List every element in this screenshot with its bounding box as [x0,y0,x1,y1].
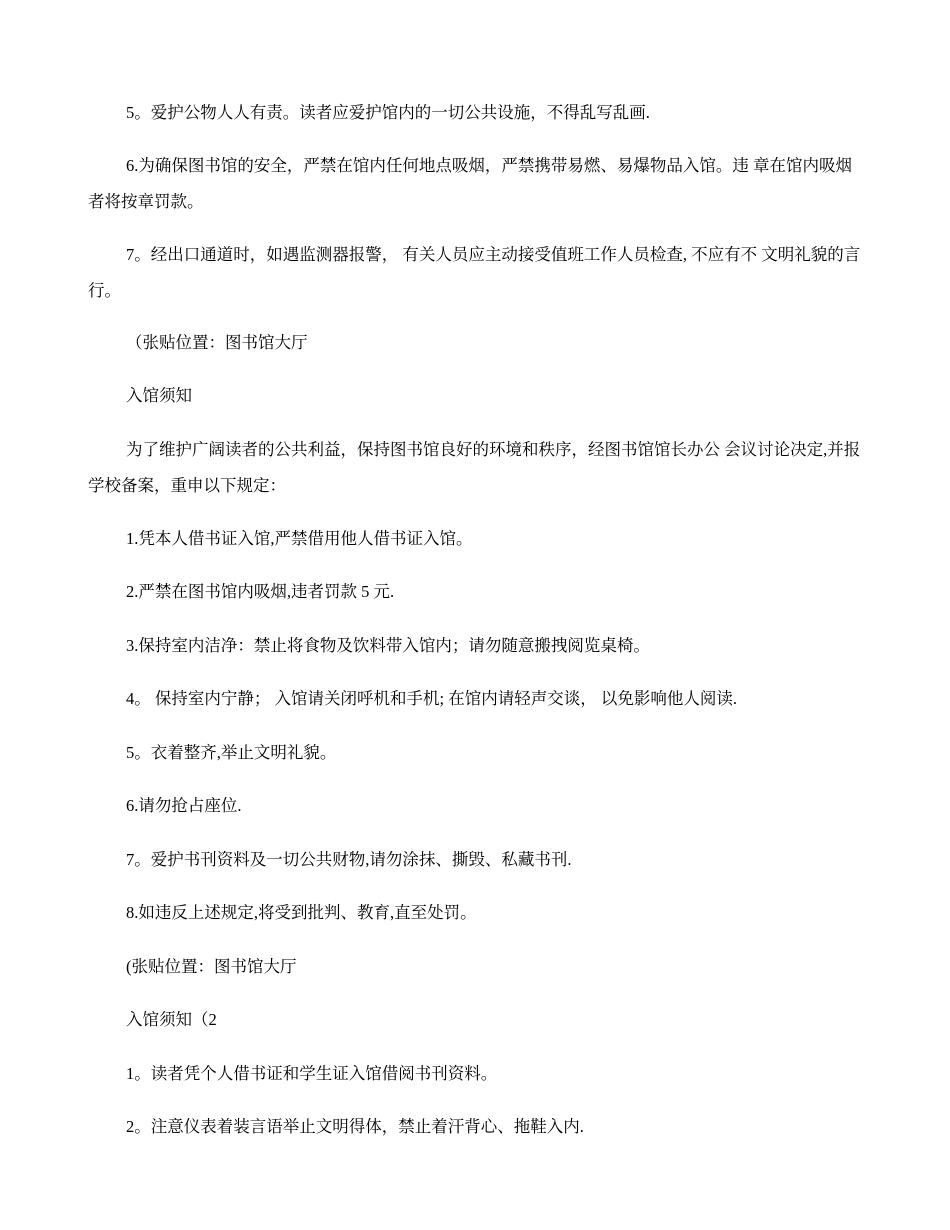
list-item-b1: 1。读者凭个人借书证和学生证入馆借阅书刊资料。 [126,1064,498,1083]
list-item-5: 5。衣着整齐,举止文明礼貌。 [126,743,337,762]
posting-location-note: （张贴位置：图书馆大厅 [126,333,308,352]
paragraph-rule-5: 5。爱护公物人人有责。读者应爱护馆内的一切公共设施，不得乱写乱画. [126,103,650,122]
list-item-8: 8.如违反上述规定,将受到批判、教育,直至处罚。 [126,903,477,922]
paragraph-rule-7: 7。经出口通道时，如遇监测器报警， 有关人员应主动接受值班工作人员检查, 不应有不 文明礼貌的言行。 [88,245,861,300]
list-item-2: 2.严禁在图书馆内吸烟,违者罚款 5 元. [126,582,395,601]
section-heading-entry-notice: 入馆须知 [126,386,192,405]
intro-paragraph: 为了维护广阔读者的公共利益，保持图书馆良好的环境和秩序，经图书馆馆长办公 会议讨论决定,并报学校备案，重申以下规定： [88,440,861,495]
list-item-3: 3.保持室内洁净：禁止将食物及饮料带入馆内；请勿随意搬拽阅览桌椅。 [126,636,650,655]
paragraph-rule-6: 6.为确保图书馆的安全，严禁在馆内任何地点吸烟，严禁携带易燃、易爆物品入馆。违 章在馆内吸烟者将按章罚款。 [88,156,852,211]
list-item-b2: 2。注意仪表着装言语举止文明得体，禁止着汗背心、拖鞋入内. [126,1117,584,1136]
list-item-4: 4。 保持室内宁静； 入馆请关闭呼机和手机; 在馆内请轻声交谈， 以免影响他人阅读. [126,689,737,708]
list-item-6: 6.请勿抢占座位. [126,796,242,815]
posting-location-note-2: (张贴位置：图书馆大厅 [126,957,297,976]
section-heading-entry-notice-2: 入馆须知（2 [126,1010,217,1029]
list-item-7: 7。爱护书刊资料及一切公共财物,请勿涂抹、撕毁、私藏书刊. [126,850,572,869]
list-item-1: 1.凭本人借书证入馆,严禁借用他人借书证入馆。 [126,529,473,548]
